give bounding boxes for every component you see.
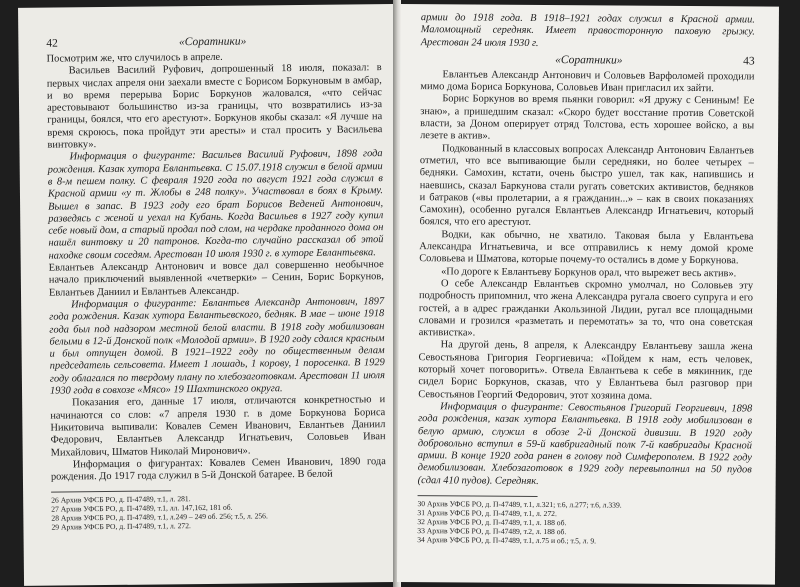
paragraph: Информация о фигуранте: Севостьянов Григорий Георгиевич, 1898 года рождения, казак хутора Евлантьевка. В 1918 году мобилизован в белую армию, служил в обозе 2-й Донской дивизии. В 1920 году добровольно вступил в 59-й кавбригадный полк 7-й кавбригады Красной армии. В конце 1920 года ранен в голову под Симферополем. В 1922 году демобилизован. Хлебозаготовок в 1929 году перевыполнил на 50 пудов (сдал 410 пудов). Середняк. — [417, 401, 753, 487]
paragraph: Евлантьев Александр Антонович и Соловьев Варфоломей проходили мимо дома Бориса Боркунова, Соловьев Иван пригласил их зайти. — [420, 69, 755, 95]
paragraph: Водки, как обычно, не хватило. Таковая была у Евлантьева Александра Игнатьевича, и все отправились к нему домой кроме Соловьева и Шматова, которые почему-то остались в доме у Боркунова. — [419, 229, 754, 267]
paragraph: Борис Боркунов во время пьянки говорил: «Я дружу с Сениным! Ее знаю», а пришедшим сказал: «Скоро будет восстание против Советской власти, за Доном оперирует отряд Толстова, есть хорошее войско, а вы лезете в актив». — [420, 93, 755, 143]
paragraph: армии до 1918 года. В 1918–1921 годах служил в Красной армии. Маломощный середняк. Имеет правосторонную паховую грыжу. Арестован 24 июля 1930 г. — [420, 12, 755, 49]
paragraph: Информация о фигуранте: Евлантьев Александр Антонович, 1897 года рождения. Казак хутора Евлантьевского, бедняк. В мае – июне 1918 года был под надзором местной белой власти. В 1918 году мобилизован белыми в 12-й Донской полк «Молодой армии». В 1920 году сдался красным и был отпущен домой. В 1921–1922 году по общественным делам председатель сельсовета. Имеет 1 лошадь, 1 корову, 1 поросенка. В 1929 году облагался по твердому плану по хлебозаготовкам. Арестован 11 июля 1930 года в совхозе «Мясо» 19 Шахтинского округа. — [49, 296, 385, 397]
paragraph: «По дороге к Евлантьеву Боркунов орал, что вырежет весь актив». — [441, 265, 737, 279]
paragraph: О себе Александр Евлантьев скромно умолчал, но Соловьев эту подробность припомнил, что жена Александра ругала своего супруга и его гостей, а в адрес гражданки Акользиной Лидии, ругал все площадными словами и грозился «разметать и перемотать» за то, что она советская активистка». — [418, 278, 754, 339]
right-page-header — [421, 53, 755, 67]
left-page-body — [47, 50, 386, 484]
footnotes — [51, 492, 386, 532]
footnote-divider — [418, 495, 538, 497]
footnote: 26 Архив УФСБ РО, д. П-47489, т.1, л. 281. — [51, 494, 191, 505]
footnote: 31 Архив УФСБ РО, д. П-47489, т.1, л. 272. — [417, 508, 557, 519]
paragraph: Информация о фигурантах: Ковалев Семен Иванович, 1890 года рождения. До 1917 года служил в 5-й Донской батарее. В белой — [50, 455, 386, 483]
paragraph: Посмотрим же, что случилось в апреле. — [46, 51, 223, 65]
footnote: 29 Архив УФСБ РО, д. П-47489, т.1, л. 272. — [51, 521, 191, 532]
page-number: 42 — [46, 37, 58, 50]
running-title: «Соратники» — [178, 35, 247, 49]
footnote: 27 Архив УФСБ РО, д. П-47489, т.1, лл. 147,162, 181 об. — [51, 503, 233, 514]
paragraph: Васильев Василий Руфович, допрошенный 18 июля, показал: в первых числах апреля они заехали вместе с Борисом Боркуновым в амбар, и во время перерыва Борис Боркунов жаловался, «что сейчас арестовывают большинство из-за границы, что возвратились из-за границы, боялся, что его арестуют». Боркунов якобы сказал: «Я лучше на время скроюсь, пока пройдут эти аресты» и стал просить у Васильева винтовку». — [46, 62, 383, 151]
footnotes — [417, 499, 751, 546]
right-page-body — [418, 69, 755, 489]
left-page — [18, 4, 399, 586]
footnote: 30 Архив УФСБ РО, д. П-47489, т.1, л.321; т.6, л.277; т.6, л.339. — [417, 499, 622, 510]
paragraph: Евлантьев Александр Антонович и вовсе дал совершенно необычное начало приключений выявленной «четверки» – Сенин, Борис Боркунов, Евлантьев Даниил и Евлантьев Александр. — [48, 259, 384, 299]
page-number: 43 — [743, 55, 755, 68]
right-page-top — [421, 12, 755, 51]
footnote-divider — [51, 491, 171, 493]
right-page — [397, 4, 779, 585]
paragraph: Показания его, данные 17 июля, отличаются конкретностью и начинаются со слов: «7 апреля 1930 г. в доме Боркунова Бориса Никитовича выпивали: Ковалев Семен Иванович, Евлантьев Даниил Федорович, Евлантьев Александр Игнатьевич, Соловьев Иван Михайлович, Шматов Николай Миронович». — [50, 394, 386, 459]
footnote: 33 Архив УФСБ РО, д. П-47489, т.2, л. 188 об. — [417, 526, 567, 537]
paragraph: Подкованный в классовых вопросах Александр Антонович Евлантьев отметил, что все выпивающие были середняки, но более четырех – бедняки. Самохин, кстати, очень быстро ушел, так как, напившись и наевшись, сказал Баркунова стали ругать советских активистов, бедняков и батраков («вы пролетарии, а я гражданин...» – как в своих показаниях Самохин), особенно ругался Евлантьев Александр Игнатьевич, который боялся, что его арестуют. — [419, 142, 755, 229]
left-page-header — [46, 34, 381, 50]
running-title: «Соратники» — [555, 53, 623, 67]
paragraph: Информация о фигуранте: Васильев Василий Руфович, 1898 года рождения. Казак хутора Евлантьевка. С 15.07.1918 служил в белой армии в 8-м пешем полку. С февраля 1920 года по август 1921 года служил в Красной армии «у т. Жлобы в 248 полку». Участвовал в боях в Крыму. Вышел в запас. В 1923 году его брат Борисов Веденей Антонович, разведясь с женой и уехал на Кубань. Когда Васильев в 1927 году купил себе новый дом, а старый продал под слом, на чердаке проданного дома он нашёл винтовку и 20 патронов. Когда-то случайно рассказал об этой находке своим соседям. Арестован 10 июля 1930 г. в хуторе Евлантьевка. — [47, 148, 384, 262]
footnote: 32 Архив УФСБ РО, д. П-47489, т.1, л. 188 об. — [417, 517, 567, 528]
footnote: 34 Архив УФСБ РО, д. П-47489, т.1, л.75 и об.; т.5, л. 9. — [417, 535, 597, 546]
paragraph: На другой день, 8 апреля, к Александру Евлантьеву зашла жена Севостьянова Григория Георгиевича: «Пойдем к нам, есть человек, который хочет поговорить». Отвела Евлантьева к себе в мякинник, где сидел Борис Боркунов, сказав, что у Евлантьева был разговор при Севостьянов Георгий Федорович, этот хозяина дома. — [418, 339, 753, 402]
footnote: 28 Архив УФСБ РО, д. П-47489, т.1, л.249 – 249 об. 256; т.5, л. 256. — [51, 511, 268, 523]
